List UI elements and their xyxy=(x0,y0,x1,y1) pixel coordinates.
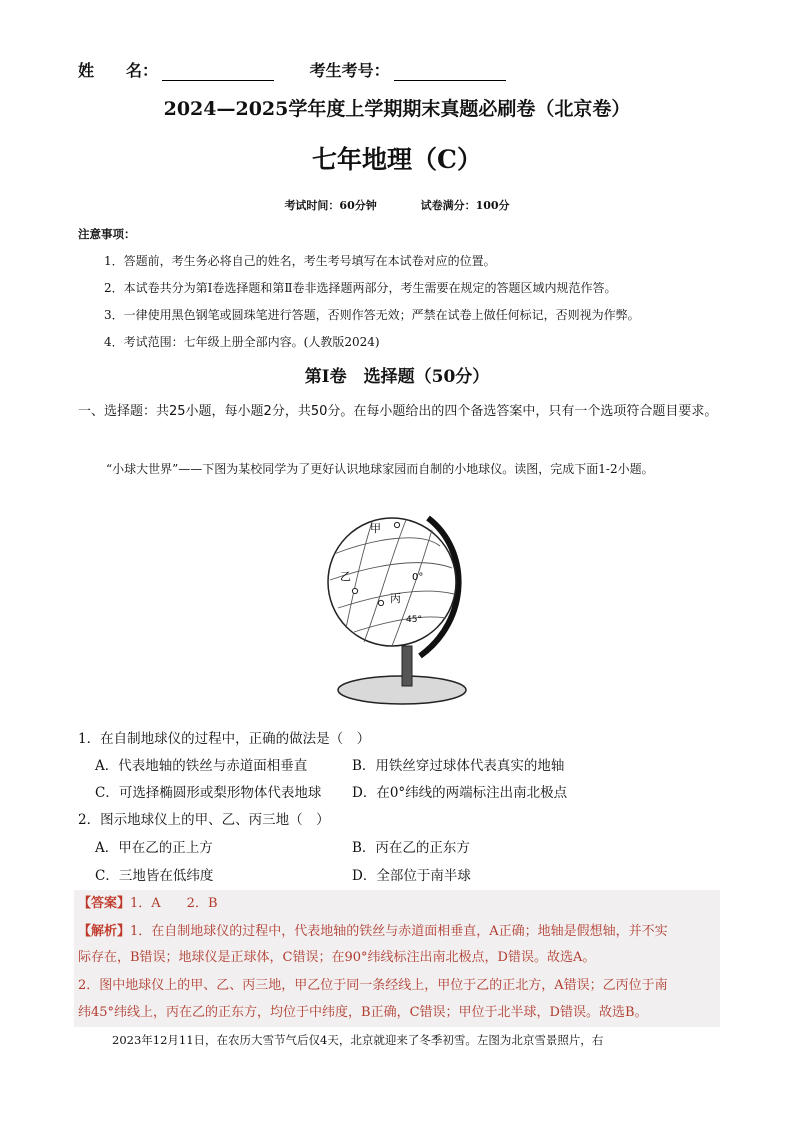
answer-line xyxy=(78,892,218,911)
answer-text: 1．A 2．B xyxy=(130,896,218,911)
exam-title: 2024—2025学年度上学期期末真题必刷卷（北京卷） xyxy=(163,98,631,120)
question-2-option-b[interactable]: B．丙在乙的正东方 xyxy=(352,840,470,856)
note-item: 1．答题前，考生务必将自己的姓名，考生考号填写在本试卷对应的位置。 xyxy=(104,254,496,268)
id-blank[interactable] xyxy=(394,64,506,81)
exam-time: 考试时间：60分钟 xyxy=(284,199,377,212)
instructions: 一、选择题：共25小题，每小题2分，共50分。在每小题给出的四个备选答案中，只有一个选项符合题目要求。 xyxy=(78,404,718,419)
globe-stand xyxy=(402,646,412,686)
analysis-1a: 1．在自制地球仪的过程中，代表地轴的铁丝与赤道面相垂直，A正确；地轴是假想轴，并不实 xyxy=(130,924,668,939)
label-45-degree: 45° xyxy=(406,615,422,625)
analysis-2a: 2．图中地球仪上的甲、乙、丙三地，甲乙位于同一条经线上，甲位于乙的正北方，A错误；乙丙位于南 xyxy=(78,978,668,993)
subject-title: 七年地理（C） xyxy=(312,145,482,174)
question-1-option-b[interactable]: B．用铁丝穿过球体代表真实的地轴 xyxy=(352,758,565,774)
exam-meta xyxy=(0,197,794,213)
label-zero-degree: 0° xyxy=(412,572,424,583)
label-bing: 丙 xyxy=(390,592,401,605)
question-2: 2．图示地球仪上的甲、乙、丙三地（ ） xyxy=(78,812,330,828)
label-yi: 乙 xyxy=(340,570,351,583)
question-1-option-d[interactable]: D．在0°纬线的两端标注出南北极点 xyxy=(352,785,568,801)
question-1: 1．在自制地球仪的过程中，正确的做法是（ ） xyxy=(78,731,371,747)
label-jia: 甲 xyxy=(370,522,381,535)
analysis-1b: 际存在，B错误；地球仪是正球体，C错误；在90°纬线标注出南北极点，D错误。故选A。 xyxy=(78,950,596,965)
question-2-option-c[interactable]: C．三地皆在低纬度 xyxy=(95,868,214,884)
next-context-text: 2023年12月11日，在农历大雪节气后仅4天，北京就迎来了冬季初雪。左图为北京雪景照片，右 xyxy=(112,1033,604,1047)
question-1-option-a[interactable]: A．代表地轴的铁丝与赤道面相垂直 xyxy=(95,758,308,774)
question-2-option-d[interactable]: D．全部位于南半球 xyxy=(352,868,471,884)
section-title: 第Ⅰ卷 选择题（50分） xyxy=(304,367,490,387)
analysis-2b: 纬45°纬线上，丙在乙的正东方，均位于中纬度，B正确，C错误；甲位于北半球，D错误。故选B。 xyxy=(78,1005,648,1020)
analysis-line-1a xyxy=(78,920,668,939)
context-text: “小球大世界”——下图为某校同学为了更好认识地球家园而自制的小地球仪。读图，完成下面1-2小题。 xyxy=(106,462,654,476)
question-1-option-c[interactable]: C．可选择椭圆形或梨形物体代表地球 xyxy=(95,785,322,801)
id-label: 考生考号： xyxy=(309,61,390,80)
note-item: 3．一律使用黑色钢笔或圆珠笔进行答题，否则作答无效；严禁在试卷上做任何标记，否则视为作弊。 xyxy=(104,308,640,322)
notes-heading: 注意事项： xyxy=(78,227,136,241)
name-blank[interactable] xyxy=(162,64,274,81)
globe-figure xyxy=(320,510,480,706)
exam-score: 试卷满分：100分 xyxy=(420,199,510,212)
analysis-label: 【解析】 xyxy=(78,924,131,939)
question-2-option-a[interactable]: A．甲在乙的正上方 xyxy=(95,840,213,856)
note-item: 2．本试卷共分为第Ⅰ卷选择题和第Ⅱ卷非选择题两部分，考生需要在规定的答题区域内规范作答。 xyxy=(104,281,617,295)
answer-label: 【答案】 xyxy=(78,896,131,911)
note-item: 4．考试范围：七年级上册全部内容。(人教版2024) xyxy=(104,335,380,349)
student-info-row xyxy=(78,58,506,81)
name-label: 姓 名： xyxy=(78,61,159,80)
